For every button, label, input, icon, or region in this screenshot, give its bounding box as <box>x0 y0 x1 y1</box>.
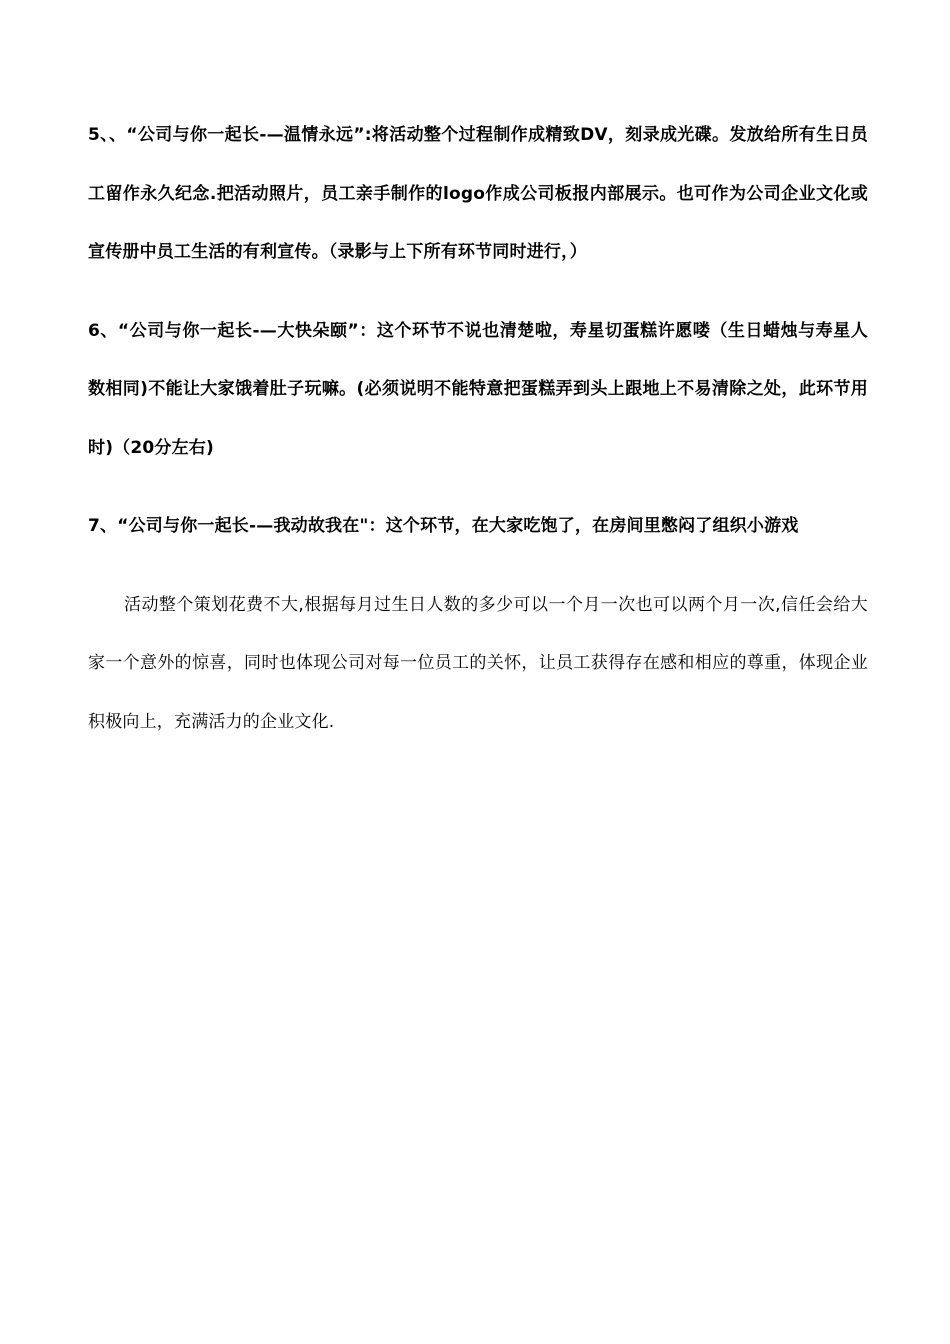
paragraph-summary: 活动整个策划花费不大,根据每月过生日人数的多少可以一个月一次也可以两个月一次,信任会给大家一个意外的惊喜，同时也体现公司对每一位员工的关怀，让员工获得存在感和相应的尊重，体现企业积极向上，充满活力的企业文化. <box>88 594 868 732</box>
paragraph-item-7: 7、“公司与你一起长-—我动故我在"：这个环节，在大家吃饱了，在房间里憋闷了组织小游戏 <box>88 516 799 536</box>
document-body <box>88 106 868 751</box>
paragraph-item-5: 5、、“公司与你一起长-—温情永远”:将活动整个过程制作成精致DV，刻录成光碟。发放给所有生日员工留作永久纪念.把活动照片，员工亲手制作的logo作成公司板报内部展示。也可作为公司企业文化或宣传册中员工生活的有利宣传。（录影与上下所有环节同时进行，） <box>88 125 868 262</box>
paragraph-item-6: 6、“公司与你一起长-—大快朵颐”：这个环节不说也清楚啦，寿星切蛋糕许愿喽（生日蜡烛与寿星人数相同)不能让大家饿着肚子玩嘛。(必须说明不能特意把蛋糕弄到头上跟地上不易清除之处，此环节用时)（20分左右) <box>88 320 868 458</box>
